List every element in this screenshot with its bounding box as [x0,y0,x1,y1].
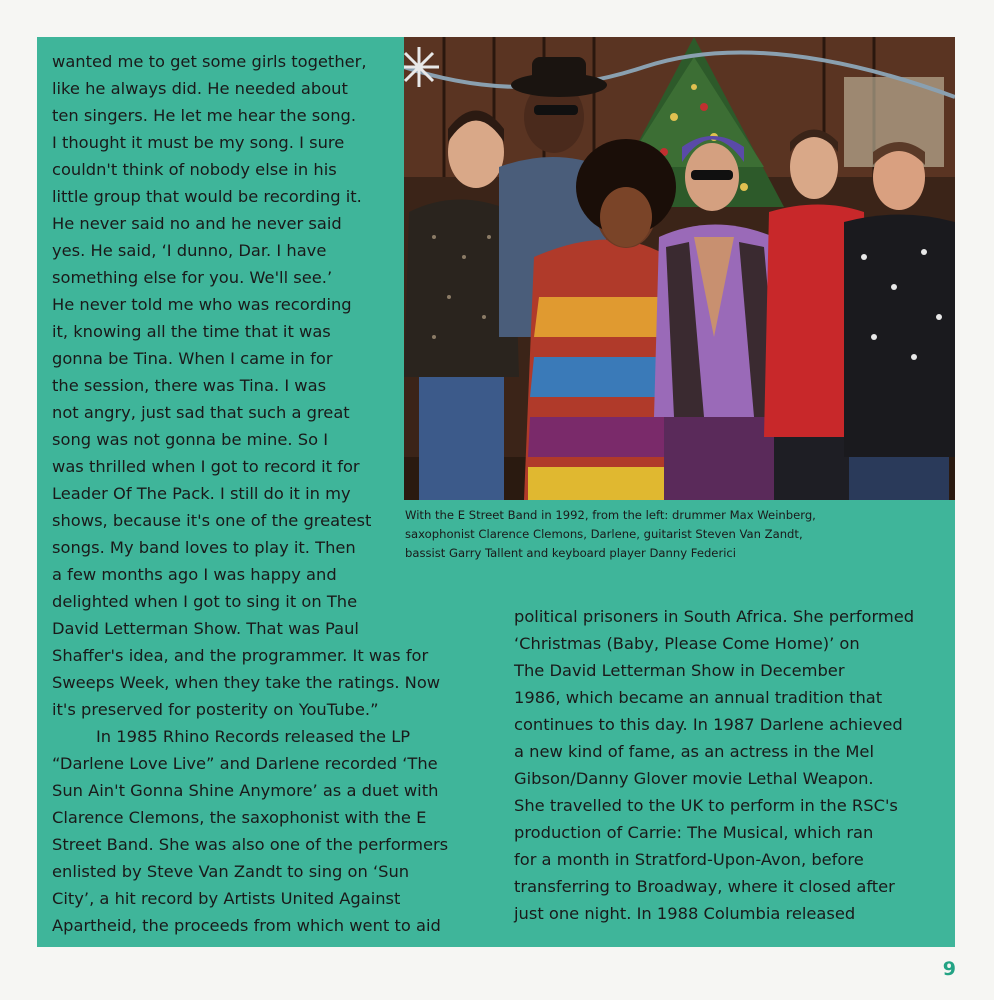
text-line: continues to this day. In 1987 Darlene achieved [514,715,903,734]
text-line: just one night. In 1988 Columbia released [514,904,856,923]
text-line: yes. He said, ‘I dunno, Dar. I have [52,241,327,260]
text-line: song was not gonna be mine. So I [52,430,329,449]
text-line: it's preserved for posterity on YouTube.” [52,700,379,719]
band-photo [404,37,955,500]
text-line: 1986, which became an annual tradition that [514,688,883,707]
text-line: Clarence Clemons, the saxophonist with the E [52,808,427,827]
text-line: it, knowing all the time that it was [52,322,331,341]
text-line: not angry, just sad that such a great [52,403,350,422]
text-line: a new kind of fame, as an actress in the Mel [514,742,874,761]
text-line: Shaffer's idea, and the programmer. It was for [52,646,429,665]
text-line: ‘Christmas (Baby, Please Come Home)’ on [514,634,860,653]
text-line: the session, there was Tina. I was [52,376,327,395]
text-line: something else for you. We'll see.’ [52,268,333,287]
caption-line: bassist Garry Tallent and keyboard player Danny Federici [405,546,737,560]
text-line: was thrilled when I got to record it for [52,457,360,476]
left-text-column [52,48,448,939]
text-line: political prisoners in South Africa. She performed [514,607,915,626]
text-line: He never told me who was recording [52,295,352,314]
text-line: City’, a hit record by Artists United Against [52,889,401,908]
text-line: like he always did. He needed about [52,79,348,98]
text-line: couldn't think of nobody else in his [52,160,337,179]
text-line: little group that would be recording it. [52,187,362,206]
text-line: Sun Ain't Gonna Shine Anymore’ as a duet with [52,781,439,800]
page-number: 9 [942,958,956,980]
text-line: songs. My band loves to play it. Then [52,538,356,557]
text-line: Apartheid, the proceeds from which went to aid [52,916,441,935]
text-line: “Darlene Love Live” and Darlene recorded ‘The [52,754,438,773]
text-line: Gibson/Danny Glover movie Lethal Weapon. [514,769,874,788]
text-line: for a month in Stratford-Upon-Avon, before [514,850,864,869]
text-line: The David Letterman Show in December [514,661,845,680]
paragraph-start-line: In 1985 Rhino Records released the LP [96,727,411,746]
text-line: I thought it must be my song. I sure [52,133,345,152]
text-line: wanted me to get some girls together, [52,52,367,71]
text-line: enlisted by Steve Van Zandt to sing on ‘Sun [52,862,410,881]
text-line: Sweeps Week, when they take the ratings. Now [52,673,441,692]
right-text-column [514,603,914,927]
text-line: gonna be Tina. When I came in for [52,349,333,368]
text-line: He never said no and he never said [52,214,342,233]
photo-illustration [404,37,955,500]
text-line: delighted when I got to sing it on The [52,592,358,611]
caption-line: With the E Street Band in 1992, from the left: drummer Max Weinberg, [405,508,816,522]
caption-line: saxophonist Clarence Clemons, Darlene, guitarist Steven Van Zandt, [405,527,803,541]
text-line: David Letterman Show. That was Paul [52,619,359,638]
text-line: shows, because it's one of the greatest [52,511,372,530]
photo-caption [405,506,945,563]
text-line: Leader Of The Pack. I still do it in my [52,484,351,503]
text-line: a few months ago I was happy and [52,565,337,584]
text-line: production of Carrie: The Musical, which ran [514,823,874,842]
text-line: transferring to Broadway, where it closed after [514,877,895,896]
text-line: Street Band. She was also one of the performers [52,835,449,854]
text-line: She travelled to the UK to perform in the RSC's [514,796,898,815]
text-line: ten singers. He let me hear the song. [52,106,357,125]
